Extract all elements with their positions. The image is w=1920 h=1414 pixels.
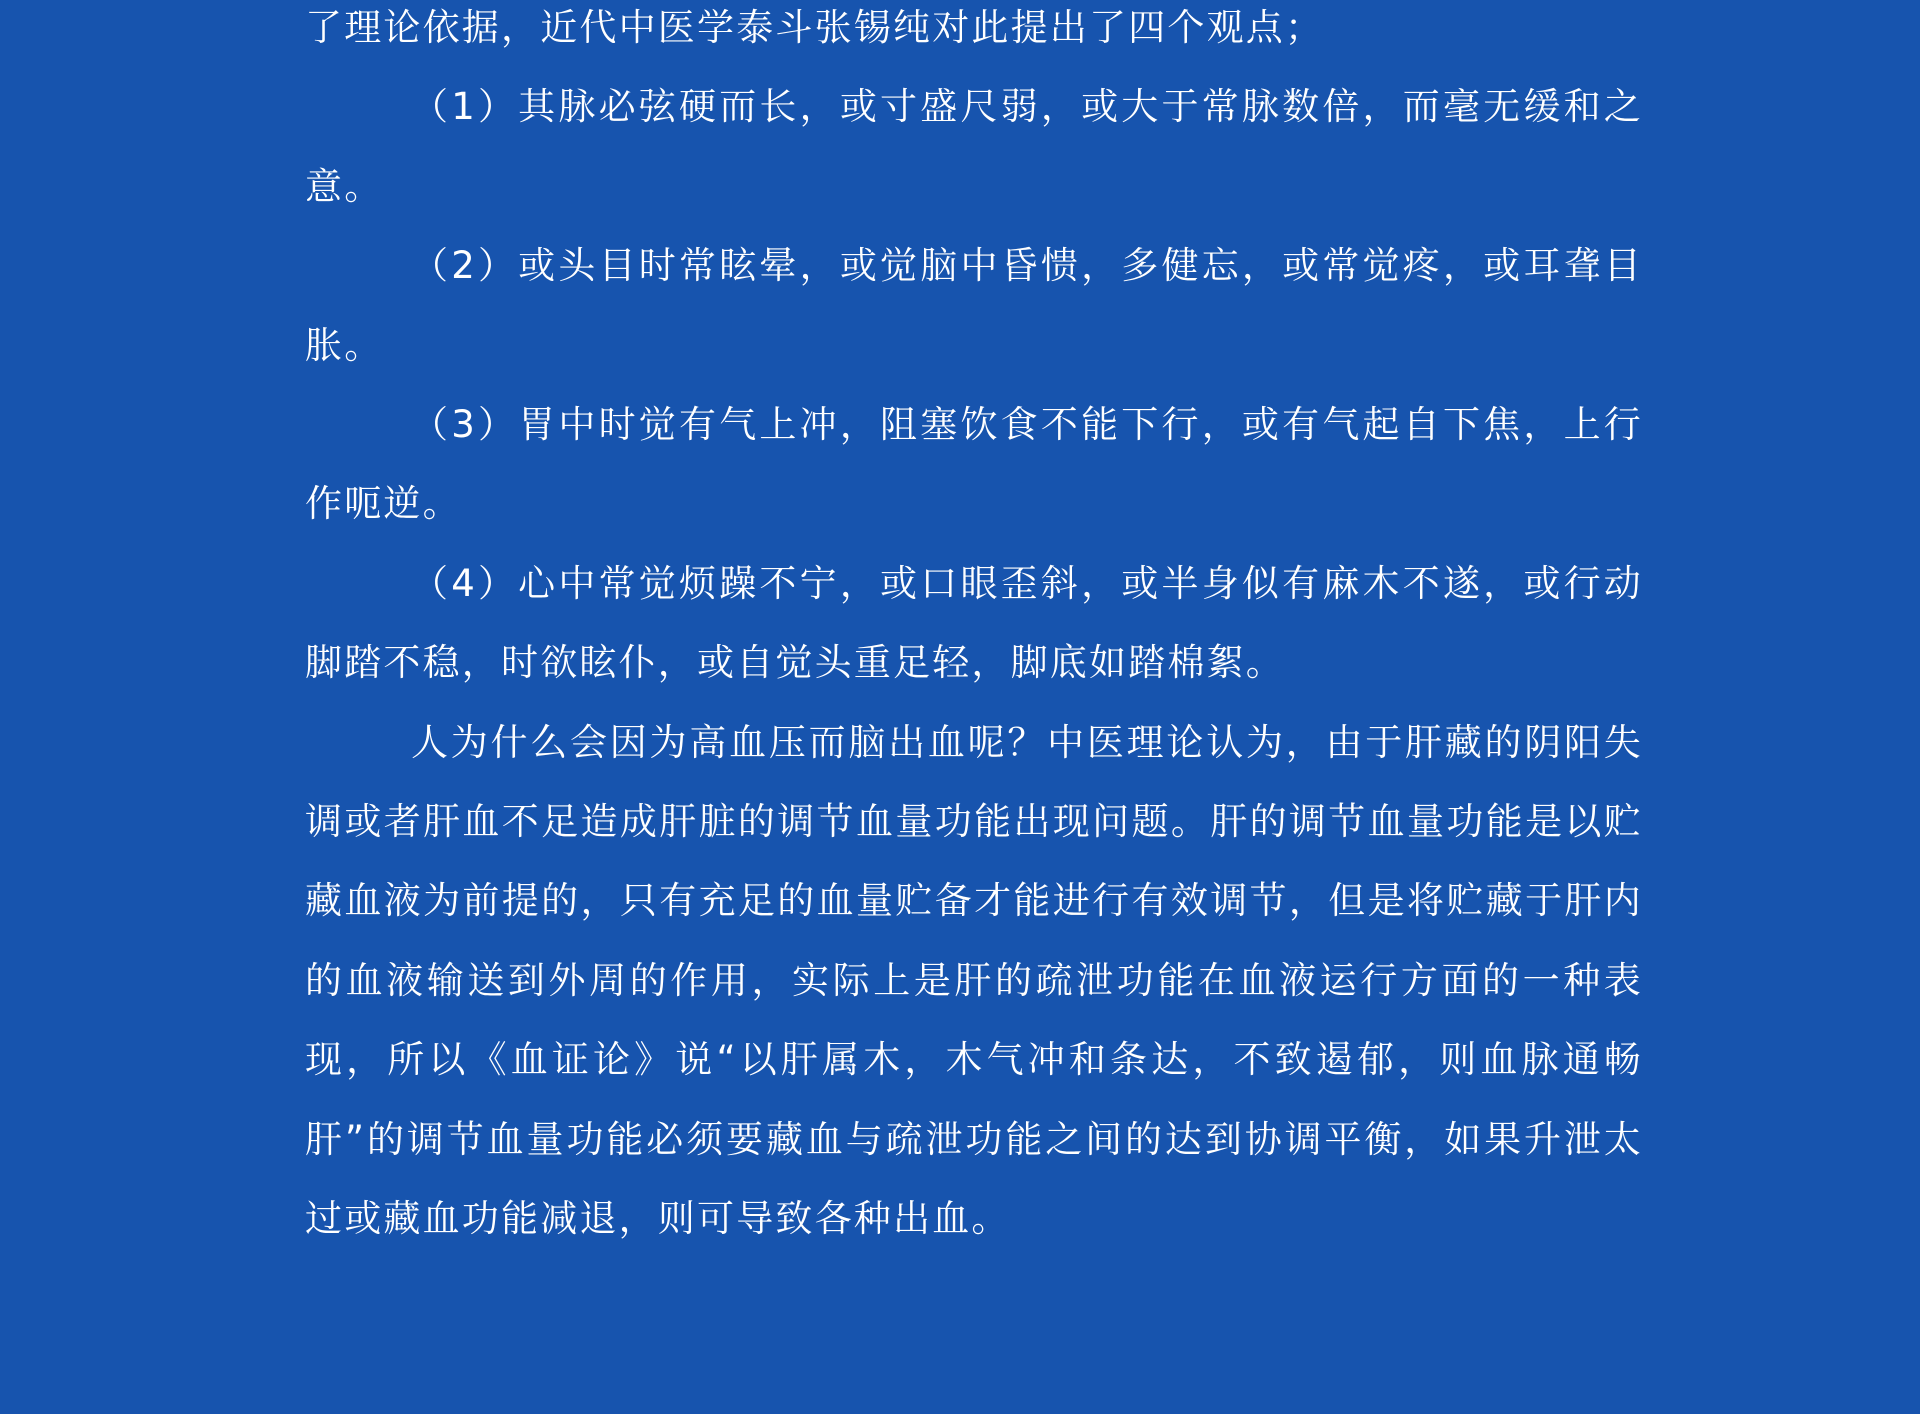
paragraph-point-1: （1）其脉必弦硬而长，或寸盛尺弱，或大于常脉数倍，而毫无缓和之意。 <box>305 85 1643 208</box>
paragraph-intro-tail: 了理论依据，近代中医学泰斗张锡纯对此提出了四个观点； <box>305 6 1325 49</box>
article-body <box>305 0 1643 1259</box>
paragraph-explanation: 人为什么会因为高血压而脑出血呢？中医理论认为，由于肝藏的阴阳失调或者肝血不足造成肝脏的调节血量功能出现问题。肝的调节血量功能是以贮藏血液为前提的，只有充足的血量贮备才能进行有效调节，但是将贮藏于肝内的血液输送到外周的作用，实际上是肝的疏泄功能在血液运行方面的一种表现，所以《血证论》说“以肝属木，木气冲和条达，不致遏郁，则血脉通畅肝”的调节血量功能必须要藏血与疏泄功能之间的达到协调平衡，如果升泄太过或藏血功能减退，则可导致各种出血。 <box>305 720 1643 1241</box>
paragraph-point-4: （4）心中常觉烦躁不宁，或口眼歪斜，或半身似有麻木不遂，或行动脚踏不稳，时欲眩仆，或自觉头重足轻，脚底如踏棉絮。 <box>305 561 1643 685</box>
paragraph-point-2: （2）或头目时常眩晕，或觉脑中昏愦，多健忘，或常觉疼，或耳聋目胀。 <box>305 244 1643 367</box>
paragraph-point-3: （3）胃中时觉有气上冲，阻塞饮食不能下行，或有气起自下焦，上行作呃逆。 <box>305 403 1643 526</box>
